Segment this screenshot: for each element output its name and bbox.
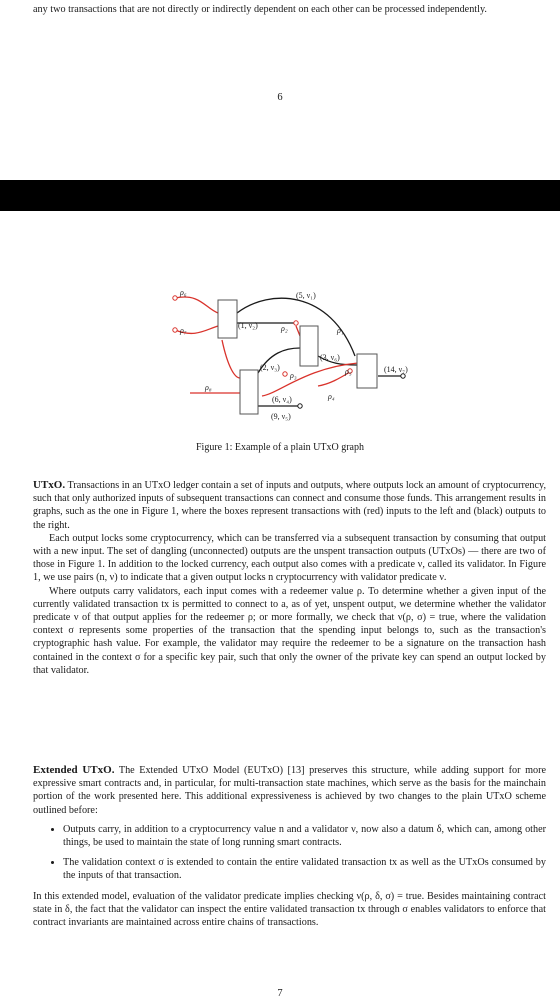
eutxo-paragraph-2: In this extended model, evaluation of the validator predicate implies checking ν(ρ, δ, σ) = true. Besides maintaining contract state in δ, the fact that the validator can inspect the entire validated transaction tx through σ enables validators to enforce that contract invariants are maintained across entire chains of transactions. — [33, 890, 546, 929]
utxo-paragraph-1: Transactions in an UTxO ledger contain a set of inputs and outputs, where outputs lock an amount of cryptocurrency, such that only authorized inputs of subsequent transactions can connect and consume those funds. This arrangement results in graphs, such as the one in Figure 1, where the boxes represent transactions with (red) inputs to the left and (black) outputs to the right. — [33, 480, 546, 531]
section-utxo — [33, 479, 546, 677]
label-output-6: (6, ν₄) — [272, 395, 292, 404]
transaction-box-4 — [357, 354, 377, 388]
label-output-2: (2, ν₃) — [260, 363, 280, 372]
label-rho7: ρ₇ — [180, 326, 187, 335]
figure-caption: Figure 1: Example of a plain UTxO graph — [195, 442, 364, 453]
label-output-3: (3, ν₆) — [320, 353, 340, 362]
section-eutxo — [33, 764, 546, 929]
eutxo-bullet-list — [33, 823, 546, 883]
heading-eutxo: Extended UTxO. — [33, 764, 115, 776]
page-number-bottom: 7 — [277, 988, 283, 999]
label-rho3: ρ₃ — [290, 371, 297, 380]
eutxo-paragraph-1: The Extended UTxO Model (EUTxO) [13] preserves this structure, while adding support for more expressive smart contracts and, in particular, for multi-transaction state machines, which serve as the basis for the mainchain portion of the work presented here. This additional expressiveness is achieved by two changes to the plain UTxO scheme outlined before: — [33, 765, 546, 816]
transaction-box-1 — [218, 300, 237, 338]
transaction-box-3 — [240, 370, 258, 414]
label-output-14: (14, ν₇) — [384, 365, 408, 374]
label-rho6: ρ₆ — [180, 288, 187, 297]
label-output-9: (9, ν₅) — [271, 412, 291, 421]
page-number-top: 6 — [277, 92, 283, 103]
utxo-graph-figure — [0, 278, 560, 458]
label-output-5: (5, ν₁) — [296, 291, 316, 300]
utxo-paragraph-2: Each output locks some cryptocurrency, which can be transferred via a subsequent transaction by consuming that output with a new input. The set of dangling (unconnected) outputs are the unspent transaction outputs (UTxOs) — there are two of those in Figure 1. In addition to the locked currency, each output also comes with a predicate ν, called its validator. In Figure 1, we use pairs (n, ν) to indicate that a given output locks n cryptocurrency with validator predicate ν. — [33, 532, 546, 584]
label-rho8: ρ₈ — [205, 383, 212, 392]
heading-utxo: UTxO. — [33, 479, 66, 491]
bullet-item: • Outputs carry, in addition to a cryptocurrency value n and a validator ν, now also a datum δ, which can, among other things, be used to maintain the state of long running smart contracts. — [63, 823, 546, 849]
label-rho1: ρ₁ — [337, 326, 344, 335]
label-rho4: ρ₄ — [328, 392, 335, 401]
utxo-paragraph-3: Where outputs carry validators, each input comes with a redeemer value ρ. To determine whether a given input of the currently validated transaction tx is permitted to connect to a, as of yet, unspent output, we determine whether the validator predicate ν of that output applies for the redeemer ρ; or more formally, we check that ν(ρ, σ) = true, where the validation context σ represents some properties of the transaction that the spending input belongs to, such as the transaction's cryptographic hash value. For example, the validator may require the redeemer to be a signature on the transaction hash contained in the context σ for a specific key pair, such that only the owner of the private key can spend an output locked by that validator. — [33, 585, 546, 676]
label-rho5: ρ₅ — [345, 367, 352, 376]
page-separator — [0, 180, 560, 211]
top-paragraph: any two transactions that are not directly or indirectly dependent on each other can be processed independently. — [33, 4, 487, 15]
bullet-item: • The validation context σ is extended to contain the entire validated transaction tx as well as the UTxOs consumed by the inputs of that transaction. — [63, 856, 546, 882]
label-rho2: ρ₂ — [281, 324, 288, 333]
label-output-1: (1, ν₂) — [238, 321, 258, 330]
transaction-box-2 — [300, 326, 318, 366]
